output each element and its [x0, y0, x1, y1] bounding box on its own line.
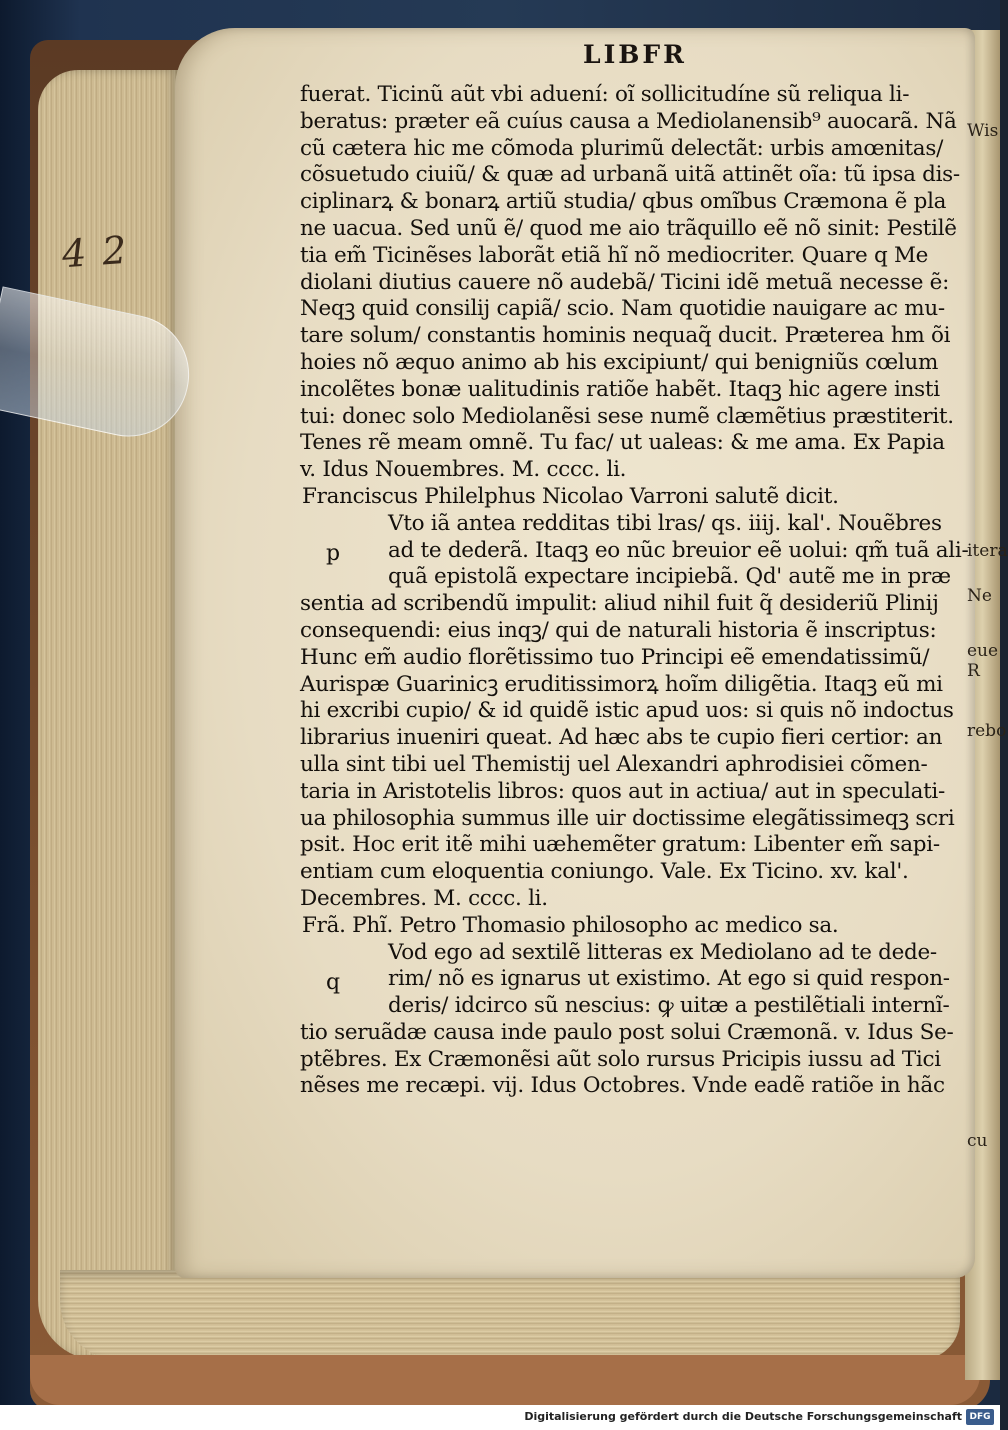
cover-bottom-edge — [30, 1355, 980, 1405]
text-line: Tenes rẽ meam omnẽ. Tu fac/ ut ualeas: & me ama. Ex Papia — [300, 430, 945, 456]
text-line: entiam cum eloquentia coniungo. Vale. Ex Ticino. xv. kal'. — [300, 859, 909, 885]
facing-page-fragment: itera — [967, 541, 1008, 561]
letter-heading: Frã. Phĩ. Petro Thomasio philosopho ac medico sa. — [302, 912, 839, 938]
text-line: quã epistolã expectare incipiebã. Qd' autẽ me in præ — [388, 564, 951, 590]
handwritten-margin-note: 4 2 — [60, 227, 130, 277]
text-line: rim/ nõ es ignarus ut existimo. At ego si quid respon- — [388, 966, 950, 992]
page-text — [300, 82, 969, 1100]
running-head: LIBFR — [583, 40, 687, 69]
text-line: ua philosophia summus ille uir doctissime elegãtissimeqꝫ scri — [300, 805, 955, 831]
text-line: Vto iã antea redditas tibi lras/ qs. iiij. kal'. Nouẽbres — [388, 510, 942, 536]
text-line: Neqꝫ quid consilij capiã/ scio. Nam quotidie nauigare ac mu- — [300, 296, 945, 322]
text-line: ne uacua. Sed unũ ẽ/ quod me aio trãquillo eẽ nõ sinit: Pestilẽ — [300, 215, 957, 241]
footer-credit: Digitalisierung gefördert durch die Deutsche Forschungsgemeinschaft — [524, 1410, 962, 1423]
text-line: nẽses me recæpi. vij. Idus Octobres. Vnde eadẽ ratiõe in hãc — [300, 1073, 945, 1099]
text-line: taria in Aristotelis libros: quos aut in actiua/ aut in speculati- — [300, 778, 945, 804]
facing-page-fragment: R — [967, 661, 980, 681]
letter-body — [300, 940, 960, 1101]
facing-page-fragment: cu — [967, 1131, 988, 1151]
page-stack-bottom — [60, 1270, 960, 1360]
text-line: Hunc em̃ audio florẽtissimo tuo Principi eẽ emendatissimũ/ — [300, 644, 930, 670]
text-line: tia em̃ Ticinẽses laborãt etiã hĩ nõ mediocriter. Quare q Me — [300, 242, 929, 268]
facing-page-fragment: rebo — [967, 721, 1007, 741]
text-line: Vod ego ad sextilẽ litteras ex Mediolano ad te dede- — [388, 939, 937, 965]
text-line: cũ cætera hic me cõmoda plurimũ delectãt: urbis amœnitas/ — [300, 135, 944, 161]
letter-heading: Franciscus Philelphus Nicolao Varroni salutẽ dicit. — [302, 483, 839, 509]
text-line: ptẽbres. Ex Cræmonẽsi aũt solo rursus Pricipis iussu ad Tici — [300, 1046, 941, 1072]
text-line: librarius inueniri queat. Ad hæc abs te cupio fieri certior: an — [300, 725, 943, 751]
text-line: ciplinarꝝ & bonarꝝ artiũ studia/ qbus omĩbus Cræmona ẽ pla — [300, 189, 947, 215]
text-line: v. Idus Nouembres. M. cccc. li. — [300, 457, 627, 483]
text-line: cõsuetudo ciuiũ/ & quæ ad urbanã uitã attinẽt oĩa: tũ ipsa dis- — [300, 162, 960, 188]
guide-letter-initial: p — [326, 540, 340, 566]
text-line: consequendi: eius inqꝫ/ qui de naturali historia ẽ inscriptus: — [300, 617, 937, 643]
text-line: psit. Hoc erit itẽ mihi uæhemẽter gratum: Libenter em̃ sapi- — [300, 832, 940, 858]
facing-page-fragment: Ne — [967, 586, 992, 606]
text-line: deris/ idcirco sũ nescius: ꝙ uitæ a pestilẽtiali internĩ- — [388, 993, 950, 1019]
text-line: hi excribi cupio/ & id quidẽ istic apud uos: si quis nõ indoctus — [300, 698, 954, 724]
text-line: sentia ad scribendũ impulit: aliud nihil fuit q̃ desideriũ Plinij — [300, 591, 939, 617]
footer-bar — [0, 1405, 1000, 1430]
text-line: diolani diutius cauere nõ audebã/ Ticini idẽ metuã necesse ẽ: — [300, 269, 950, 295]
text-line: ulla sint tibi uel Themistij uel Alexandri aphrodisiei cõmen- — [300, 751, 928, 777]
text-line: tio seruãdæ causa inde paulo post solui Cræmonã. v. Idus Se- — [300, 1019, 954, 1045]
facing-page-fragment: eue — [967, 641, 999, 661]
text-line: hoies nõ æquo animo ab his excipiunt/ qui benigniũs cœlum — [300, 349, 939, 375]
facing-page-fragment: Wis — [967, 121, 999, 141]
text-line: fuerat. Ticinũ aũt vbi aduení: oĩ sollicitudíne sũ reliqua li- — [300, 82, 910, 107]
text-line: beratus: præter eã cuíus causa a Mediolanensib⁹ auocarã. Nã — [300, 108, 957, 134]
dfg-logo: DFG — [966, 1409, 994, 1425]
guide-letter-initial: q — [326, 969, 340, 995]
text-line: Aurispæ Guarinicꝫ eruditissimorꝝ hoĩm diligẽtia. Itaqꝫ eũ mi — [300, 671, 943, 697]
text-line: tare solum/ constantis hominis nequaq̃ ducit. Præterea hm õi — [300, 323, 951, 349]
letter-body — [300, 82, 960, 484]
text-line: incolẽtes bonæ ualitudinis ratiõe habẽt. Itaqꝫ hic agere insti — [300, 376, 940, 402]
text-line: ad te dederã. Itaqꝫ eo nũc breuior eẽ uolui: qm̃ tuã ali- — [388, 537, 969, 563]
text-line: Decembres. M. cccc. li. — [300, 885, 548, 911]
letter-body — [300, 510, 969, 913]
text-line: tui: donec solo Mediolanẽsi sese numẽ clæmẽtius præstiterit. — [300, 403, 954, 429]
